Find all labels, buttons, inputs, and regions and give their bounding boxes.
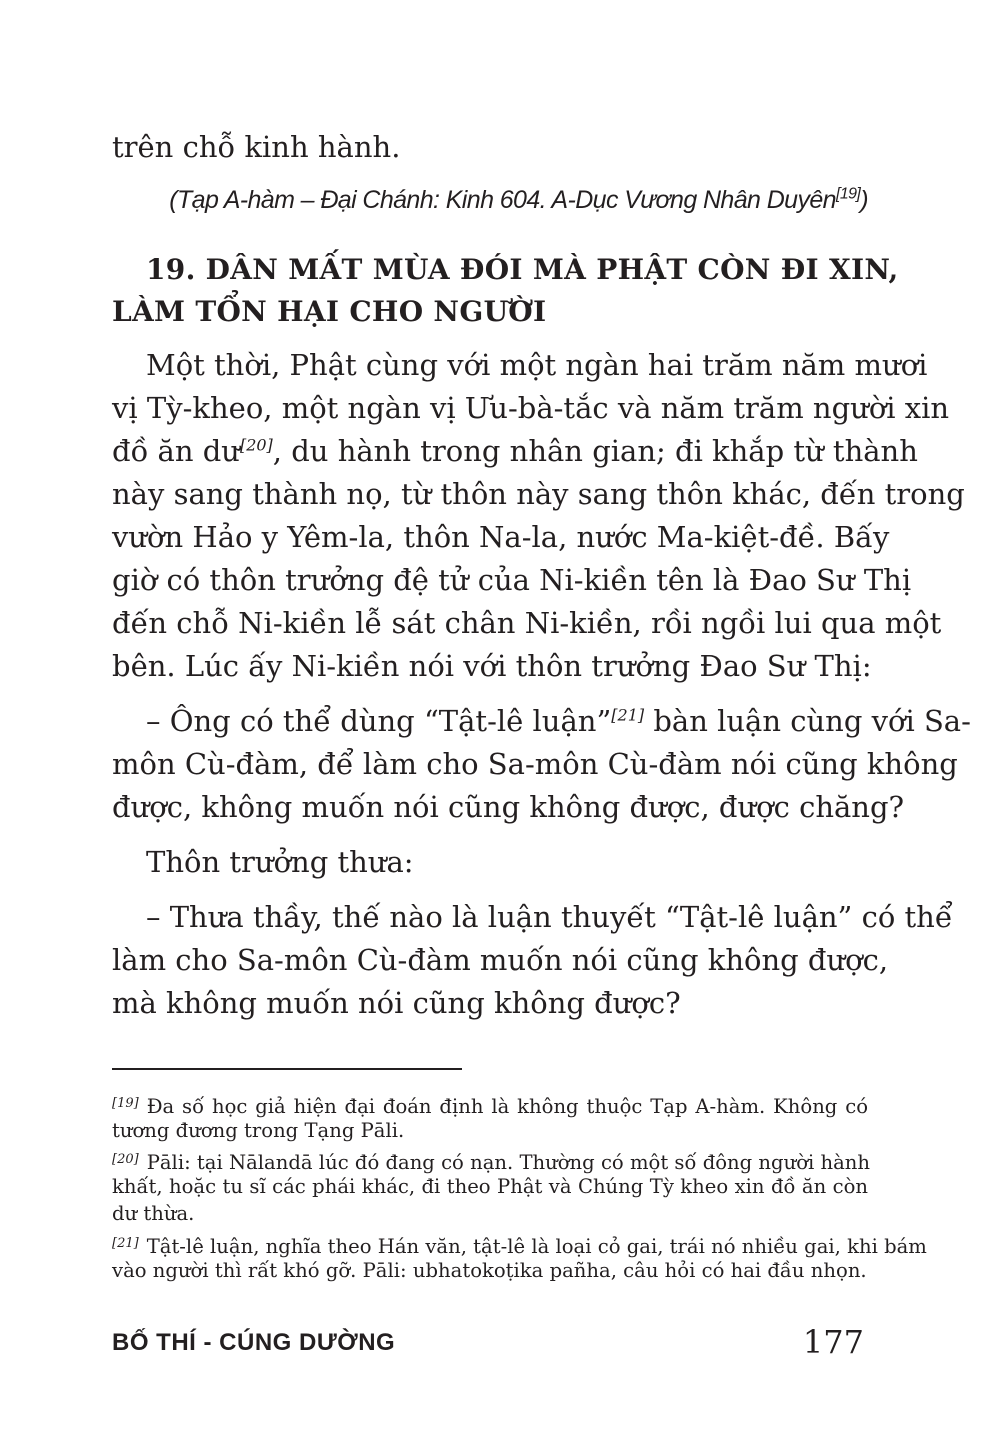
section-heading-line-2: LÀM TỔN HẠI CHO NGƯỜI [112,295,547,328]
footnote-21-line [112,1230,927,1260]
text-segment: , du hành trong nhân gian; đi khắp từ thành [272,434,918,468]
footnote-text: Pāli: tại Nālandā lúc đó đang có nạn. Thường có một số đông người hành [146,1151,871,1174]
footnote-ref-20: [20] [239,435,273,455]
footnote-number: [19] [112,1096,139,1111]
paragraph-line: Thôn trưởng thưa: [146,845,414,879]
footnote-20-line: dư thừa. [112,1202,195,1225]
paragraph-line: vị Tỳ-kheo, một ngàn vị Ưu-bà-tắc và năm trăm người xin [112,391,950,425]
section-heading-line-1: 19. DÂN MẤT MÙA ĐÓI MÀ PHẬT CÒN ĐI XIN, [146,253,899,286]
body-text-line: trên chỗ kinh hành. [112,130,401,164]
citation-close: ) [860,186,868,214]
paragraph-line: này sang thành nọ, từ thôn này sang thôn khác, đến trong [112,477,965,511]
footnote-text: Đa số học giả hiện đại đoán định là không thuộc Tạp A-hàm. Không có [146,1095,868,1118]
text-segment: – Ông có thể dùng “Tật-lê luận” [146,704,612,738]
footnote-20-line: khất, hoặc tu sĩ các phái khác, đi theo Phật và Chúng Tỳ kheo xin đồ ăn còn [112,1175,868,1198]
page-number: 177 [802,1323,864,1361]
paragraph-line [112,700,971,743]
text-segment: đồ ăn dư [112,434,240,468]
paragraph-line: Một thời, Phật cùng với một ngàn hai trăm năm mươi [146,348,928,382]
footnote-19-line [112,1090,868,1120]
paragraph-line: vườn Hảo y Yêm-la, thôn Na-la, nước Ma-kiệt-đề. Bấy [112,520,890,554]
footnote-ref-19: [19] [835,185,861,203]
paragraph-line [112,430,918,473]
source-citation [169,180,868,220]
footnote-number: [21] [112,1236,139,1251]
footnote-number: [20] [112,1152,139,1167]
footnote-ref-21: [21] [611,705,645,725]
footnote-text: Tật-lê luận, nghĩa theo Hán văn, tật-lê là loại cỏ gai, trái nó nhiều gai, khi bám [146,1235,927,1258]
running-footer-title: BỐ THÍ - CÚNG DƯỜNG [112,1329,396,1356]
paragraph-line: bên. Lúc ấy Ni-kiền nói với thôn trưởng Đao Sư Thị: [112,649,872,683]
footnote-19-line: tương đương trong Tạng Pāli. [112,1119,405,1142]
footnote-21-line: vào người thì rất khó gỡ. Pāli: ubhatokoṭika pañha, câu hỏi có hai đầu nhọn. [112,1259,867,1282]
paragraph-line: mà không muốn nói cũng không được? [112,986,681,1020]
paragraph-line: làm cho Sa-môn Cù-đàm muốn nói cũng không được, [112,943,889,977]
paragraph-line: – Thưa thầy, thế nào là luận thuyết “Tật-lê luận” có thể [146,900,953,934]
paragraph-line: được, không muốn nói cũng không được, được chăng? [112,790,905,824]
text-segment: bàn luận cùng với Sa- [644,704,971,738]
footnote-20-line [112,1146,871,1176]
paragraph-line: đến chỗ Ni-kiền lễ sát chân Ni-kiền, rồi ngồi lui qua một [112,606,942,640]
citation-text: (Tạp A-hàm – Đại Chánh: Kinh 604. A-Dục Vương Nhân Duyên [169,186,836,214]
paragraph-line: giờ có thôn trưởng đệ tử của Ni-kiền tên là Đao Sư Thị [112,563,912,597]
footnote-divider [112,1068,462,1070]
paragraph-line: môn Cù-đàm, để làm cho Sa-môn Cù-đàm nói cũng không [112,747,958,781]
